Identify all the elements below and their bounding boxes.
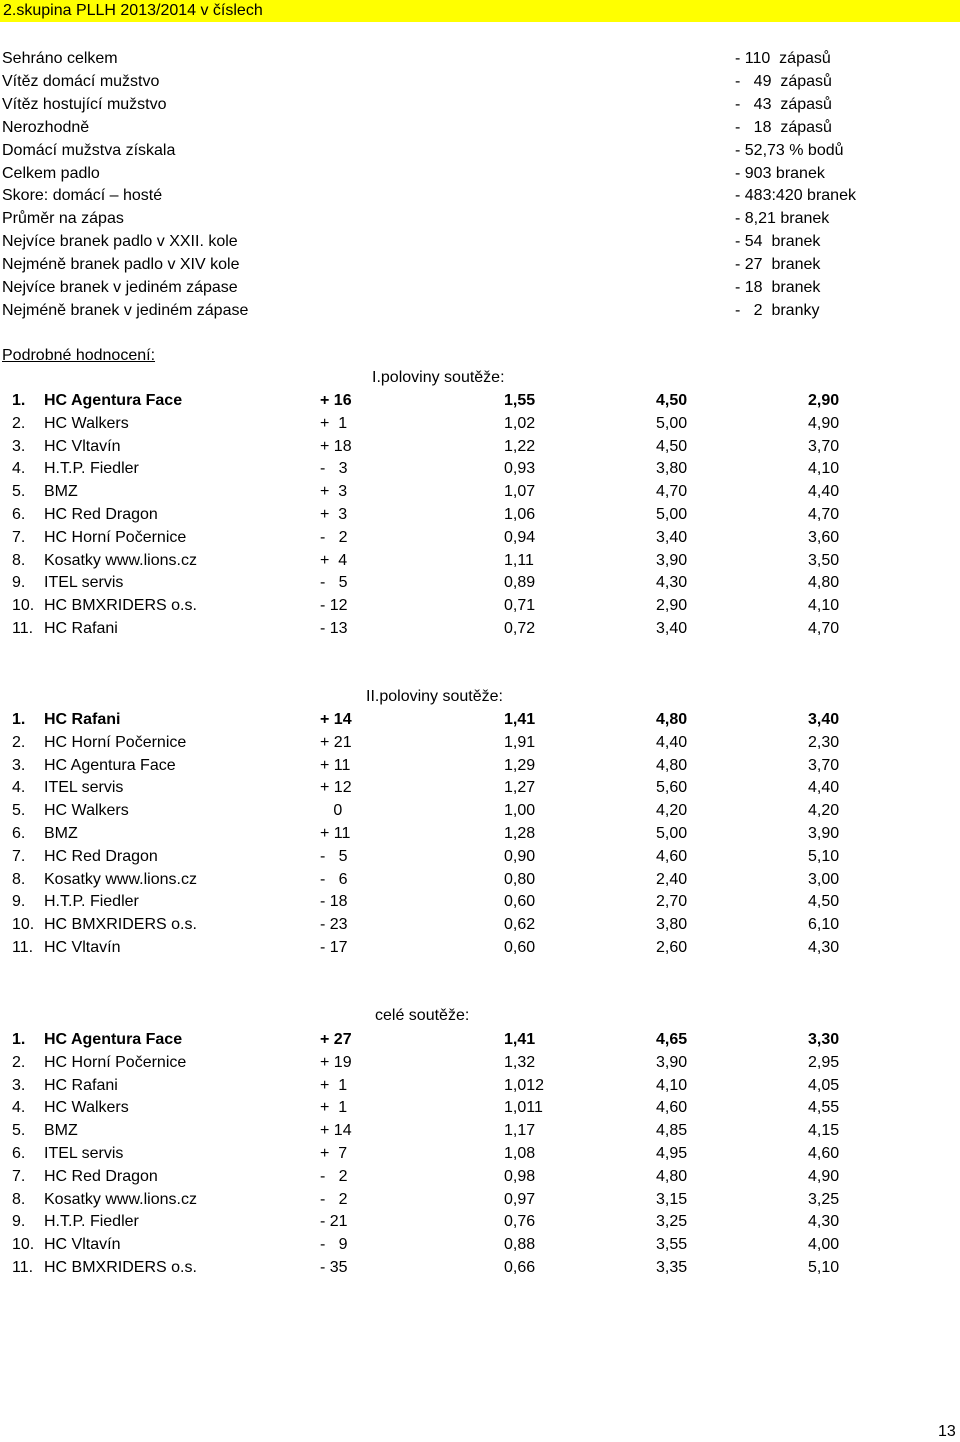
table-row (0, 1166, 960, 1188)
table-row (0, 914, 960, 936)
cell-team: HC Rafani (44, 711, 121, 728)
cell-team: HC Agentura Face (44, 392, 183, 409)
cell-team: H.T.P. Fiedler (44, 893, 139, 911)
cell-rank: 9. (12, 1213, 26, 1231)
cell-c2: 3,15 (656, 1190, 688, 1208)
cell-c1: 0,97 (504, 1190, 536, 1208)
cell-c1: 1,11 (504, 551, 534, 569)
cell-diff: + 14 (320, 711, 352, 728)
cell-c1: 0,66 (504, 1259, 536, 1276)
table-row (0, 527, 960, 549)
cell-c2: 3,25 (656, 1213, 688, 1231)
cell-rank: 3. (12, 1076, 26, 1094)
cell-team: ITEL servis (44, 779, 124, 797)
cell-c2: 3,55 (656, 1236, 688, 1254)
cell-diff: + 18 (320, 437, 352, 455)
cell-diff: - 3 (320, 460, 348, 478)
cell-rank: 8. (12, 551, 26, 569)
cell-c3: 4,50 (808, 893, 840, 911)
cell-diff: + 1 (320, 1076, 348, 1094)
cell-c3: 4,00 (808, 1236, 840, 1254)
cell-team: HC Horní Počernice (44, 1053, 187, 1071)
cell-rank: 11. (12, 1259, 34, 1276)
cell-c2: 4,80 (656, 756, 688, 774)
cell-diff: - 5 (320, 847, 348, 865)
cell-c3: 3,30 (808, 1031, 840, 1048)
cell-c1: 1,41 (504, 1031, 536, 1048)
cell-c2: 5,60 (656, 779, 688, 797)
cell-rank: 6. (12, 506, 26, 523)
cell-team: HC Vltavín (44, 1236, 121, 1254)
cell-c1: 1,06 (504, 506, 536, 523)
table-row (0, 436, 960, 458)
stat-value: - 43 zápasů (735, 95, 832, 113)
stat-value: - 110 zápasů (735, 50, 831, 67)
table-heading: celé soutěže: (375, 1007, 470, 1024)
cell-diff: + 11 (320, 756, 351, 774)
table-row (0, 800, 960, 822)
cell-team: HC Walkers (44, 414, 129, 432)
cell-c2: 3,40 (656, 528, 688, 546)
stat-label: Celkem padlo (2, 164, 100, 182)
cell-diff: + 11 (320, 825, 351, 842)
cell-c3: 3,00 (808, 870, 840, 888)
table-row (0, 891, 960, 913)
cell-c2: 4,60 (656, 847, 688, 865)
cell-diff: + 7 (320, 1145, 348, 1162)
cell-c3: 4,90 (808, 1167, 840, 1185)
table-row (0, 777, 960, 799)
cell-c1: 0,62 (504, 916, 536, 934)
cell-c3: 4,10 (808, 597, 840, 615)
cell-c3: 4,40 (808, 483, 840, 501)
cell-rank: 6. (12, 1145, 26, 1162)
stat-row (0, 117, 960, 139)
cell-diff: - 21 (320, 1213, 348, 1231)
cell-c3: 4,40 (808, 779, 840, 797)
table-heading: II.poloviny soutěže: (366, 688, 503, 705)
table-row (0, 1234, 960, 1256)
stat-label: Nerozhodně (2, 118, 90, 136)
cell-c3: 4,30 (808, 939, 840, 956)
cell-c3: 3,40 (808, 711, 840, 728)
cell-c3: 4,05 (808, 1076, 840, 1094)
cell-c3: 4,70 (808, 506, 840, 523)
cell-c1: 1,00 (504, 802, 536, 820)
cell-team: HC Vltavín (44, 437, 121, 455)
cell-diff: + 12 (320, 779, 352, 797)
table-row (0, 1075, 960, 1097)
cell-diff: + 4 (320, 551, 348, 569)
cell-c2: 4,10 (656, 1076, 688, 1094)
cell-diff: - 2 (320, 528, 348, 546)
cell-diff: - 2 (320, 1167, 348, 1185)
cell-c1: 0,60 (504, 939, 536, 956)
stat-row (0, 163, 960, 185)
cell-rank: 10. (12, 597, 35, 615)
cell-diff: 0 (320, 802, 343, 820)
cell-c2: 4,50 (656, 392, 688, 409)
cell-c3: 4,80 (808, 574, 840, 592)
cell-c2: 4,70 (656, 483, 688, 501)
cell-rank: 8. (12, 870, 26, 888)
cell-team: HC Red Dragon (44, 847, 158, 865)
cell-rank: 1. (12, 392, 26, 409)
stat-value: - 18 branek (735, 279, 821, 296)
table-row (0, 458, 960, 480)
cell-c1: 1,27 (504, 779, 536, 797)
cell-c1: 1,07 (504, 483, 536, 501)
cell-c1: 1,32 (504, 1053, 536, 1071)
stat-label: Sehráno celkem (2, 50, 118, 67)
cell-rank: 2. (12, 1053, 26, 1071)
cell-c1: 1,012 (504, 1076, 545, 1094)
cell-team: Kosatky www.lions.cz (44, 870, 197, 888)
cell-diff: + 16 (320, 392, 352, 409)
cell-rank: 3. (12, 756, 26, 774)
cell-c3: 4,10 (808, 460, 840, 478)
cell-c1: 1,55 (504, 392, 536, 409)
cell-c3: 2,30 (808, 733, 840, 751)
stat-label: Vítěz hostující mužstvo (2, 95, 167, 113)
table-row (0, 1052, 960, 1074)
cell-diff: - 23 (320, 916, 348, 934)
cell-team: Kosatky www.lions.cz (44, 1190, 197, 1208)
cell-c2: 5,00 (656, 825, 688, 842)
stat-row (0, 71, 960, 93)
cell-c3: 4,60 (808, 1145, 840, 1162)
cell-rank: 10. (12, 1236, 35, 1254)
cell-c2: 4,20 (656, 802, 688, 820)
cell-c3: 3,90 (808, 825, 840, 842)
cell-c3: 4,30 (808, 1213, 840, 1231)
cell-team: ITEL servis (44, 1145, 124, 1162)
cell-c1: 0,76 (504, 1213, 536, 1231)
table-row (0, 481, 960, 503)
cell-team: HC Red Dragon (44, 1167, 158, 1185)
cell-rank: 10. (12, 916, 35, 934)
table-row (0, 709, 960, 731)
stat-label: Domácí mužstva získala (2, 141, 176, 159)
cell-team: HC Walkers (44, 802, 129, 820)
cell-c3: 3,50 (808, 551, 840, 569)
table-row (0, 618, 960, 640)
cell-rank: 1. (12, 1031, 26, 1048)
cell-rank: 7. (12, 1167, 26, 1185)
cell-diff: - 12 (320, 597, 348, 615)
cell-c3: 4,70 (808, 620, 840, 637)
cell-rank: 9. (12, 574, 26, 592)
cell-diff: + 1 (320, 414, 348, 432)
cell-c1: 1,22 (504, 437, 536, 455)
cell-c2: 4,80 (656, 711, 688, 728)
cell-c2: 4,85 (656, 1122, 688, 1140)
stat-row (0, 48, 960, 70)
stat-row (0, 300, 960, 322)
cell-rank: 8. (12, 1190, 26, 1208)
stat-row (0, 231, 960, 253)
table-row (0, 1211, 960, 1233)
table-row (0, 823, 960, 845)
stat-value: - 8,21 branek (735, 210, 830, 228)
cell-team: HC Horní Počernice (44, 528, 187, 546)
cell-c2: 4,65 (656, 1031, 688, 1048)
cell-c1: 0,60 (504, 893, 536, 911)
cell-team: H.T.P. Fiedler (44, 460, 139, 478)
stat-value: - 27 branek (735, 256, 821, 274)
cell-c3: 6,10 (808, 916, 840, 934)
cell-rank: 5. (12, 1122, 26, 1140)
cell-rank: 9. (12, 893, 26, 911)
cell-team: HC Red Dragon (44, 506, 158, 523)
cell-team: HC Agentura Face (44, 756, 176, 774)
stat-row (0, 277, 960, 299)
cell-c1: 0,88 (504, 1236, 536, 1254)
cell-c1: 1,29 (504, 756, 536, 774)
stat-row (0, 94, 960, 116)
cell-c1: 0,90 (504, 847, 536, 865)
cell-c2: 4,95 (656, 1145, 688, 1162)
table-row (0, 1189, 960, 1211)
table-row (0, 550, 960, 572)
table-row (0, 572, 960, 594)
cell-rank: 4. (12, 779, 26, 797)
page-number: 13 (938, 1423, 956, 1440)
table-row (0, 732, 960, 754)
cell-c3: 3,60 (808, 528, 840, 546)
cell-diff: + 3 (320, 483, 348, 501)
table-row (0, 1257, 960, 1279)
cell-c2: 2,60 (656, 939, 688, 956)
cell-team: HC Horní Počernice (44, 733, 187, 751)
cell-c3: 5,10 (808, 847, 840, 865)
cell-team: ITEL servis (44, 574, 124, 592)
stat-row (0, 140, 960, 162)
cell-team: HC Agentura Face (44, 1031, 183, 1048)
cell-c3: 2,90 (808, 392, 840, 409)
cell-c2: 5,00 (656, 414, 688, 432)
table-row (0, 869, 960, 891)
cell-c2: 3,90 (656, 1053, 688, 1071)
cell-team: BMZ (44, 483, 78, 501)
cell-c1: 0,98 (504, 1167, 536, 1185)
cell-diff: + 14 (320, 1122, 352, 1140)
cell-rank: 5. (12, 802, 26, 820)
stat-label: Vítěz domácí mužstvo (2, 72, 160, 90)
cell-diff: - 13 (320, 620, 348, 637)
cell-c2: 4,80 (656, 1167, 688, 1185)
table-row (0, 1120, 960, 1142)
cell-c1: 1,91 (504, 733, 536, 751)
cell-c2: 4,50 (656, 437, 688, 455)
table-heading: I.poloviny soutěže: (372, 369, 505, 386)
cell-team: HC BMXRIDERS o.s. (44, 597, 197, 615)
cell-team: H.T.P. Fiedler (44, 1213, 139, 1231)
stat-label: Nejméně branek v jediném zápase (2, 301, 249, 319)
cell-team: HC BMXRIDERS o.s. (44, 916, 197, 934)
cell-team: BMZ (44, 1122, 78, 1140)
cell-c2: 5,00 (656, 506, 688, 523)
cell-team: HC BMXRIDERS o.s. (44, 1259, 197, 1276)
cell-diff: - 17 (320, 939, 348, 956)
cell-c1: 0,89 (504, 574, 536, 592)
cell-c2: 3,90 (656, 551, 688, 569)
cell-c1: 0,93 (504, 460, 536, 478)
cell-diff: + 27 (320, 1031, 352, 1048)
cell-diff: - 5 (320, 574, 348, 592)
cell-c1: 1,41 (504, 711, 536, 728)
cell-rank: 11. (12, 620, 34, 637)
cell-c3: 3,70 (808, 437, 840, 455)
cell-team: HC Vltavín (44, 939, 121, 956)
cell-diff: - 6 (320, 870, 348, 888)
stat-value: - 903 branek (735, 164, 825, 182)
stat-value: - 49 zápasů (735, 72, 832, 90)
table-row (0, 1143, 960, 1165)
cell-rank: 2. (12, 733, 26, 751)
stat-label: Průměr na zápas (2, 210, 124, 228)
table-row (0, 504, 960, 526)
table-row (0, 595, 960, 617)
cell-c1: 1,02 (504, 414, 536, 432)
cell-c2: 2,70 (656, 893, 688, 911)
cell-diff: - 9 (320, 1236, 348, 1254)
cell-c2: 4,30 (656, 574, 688, 592)
cell-c2: 3,35 (656, 1259, 688, 1276)
cell-c3: 2,95 (808, 1053, 840, 1071)
stat-row (0, 185, 960, 207)
cell-c2: 3,80 (656, 460, 688, 478)
cell-rank: 7. (12, 528, 26, 546)
cell-c3: 4,15 (808, 1122, 840, 1140)
cell-rank: 7. (12, 847, 26, 865)
cell-diff: - 18 (320, 893, 348, 911)
cell-c2: 3,40 (656, 620, 688, 637)
page-title: 2.skupina PLLH 2013/2014 v číslech (3, 2, 263, 19)
cell-c1: 0,72 (504, 620, 536, 637)
table-row (0, 937, 960, 959)
cell-c1: 1,011 (504, 1099, 543, 1117)
cell-rank: 1. (12, 711, 26, 728)
stat-value: - 2 branky (735, 301, 820, 319)
stat-value: - 52,73 % bodů (735, 141, 844, 159)
stat-value: - 483:420 branek (735, 187, 856, 205)
cell-c1: 1,17 (504, 1122, 536, 1140)
cell-diff: + 21 (320, 733, 352, 751)
cell-c3: 4,20 (808, 802, 840, 820)
cell-rank: 4. (12, 1099, 26, 1117)
cell-rank: 5. (12, 483, 26, 501)
cell-rank: 11. (12, 939, 34, 956)
stat-row (0, 254, 960, 276)
cell-team: BMZ (44, 825, 78, 842)
stat-row (0, 208, 960, 230)
cell-c2: 4,40 (656, 733, 688, 751)
title-highlight (0, 0, 960, 22)
stat-value: - 54 branek (735, 233, 821, 251)
cell-c1: 0,71 (504, 597, 536, 615)
stat-label: Nejvíce branek padlo v XXII. kole (2, 233, 238, 251)
stat-value: - 18 zápasů (735, 118, 832, 136)
cell-team: HC Rafani (44, 620, 118, 637)
cell-diff: - 2 (320, 1190, 348, 1208)
cell-c3: 4,90 (808, 414, 840, 432)
stat-label: Nejméně branek padlo v XIV kole (2, 256, 240, 274)
cell-c1: 1,28 (504, 825, 536, 842)
table-row (0, 413, 960, 435)
cell-diff: + 3 (320, 506, 348, 523)
cell-c3: 3,70 (808, 756, 840, 774)
cell-diff: + 1 (320, 1099, 348, 1117)
cell-c3: 3,25 (808, 1190, 840, 1208)
cell-c1: 0,94 (504, 528, 536, 546)
cell-c3: 5,10 (808, 1259, 840, 1276)
table-row (0, 1029, 960, 1051)
cell-rank: 2. (12, 414, 26, 432)
cell-c2: 3,80 (656, 916, 688, 934)
cell-c2: 2,90 (656, 597, 688, 615)
stat-label: Skore: domácí – hosté (2, 187, 163, 205)
cell-c2: 4,60 (656, 1099, 688, 1117)
stat-label: Nejvíce branek v jediném zápase (2, 279, 238, 296)
table-row (0, 390, 960, 412)
cell-team: Kosatky www.lions.cz (44, 551, 197, 569)
cell-c3: 4,55 (808, 1099, 840, 1117)
cell-diff: - 35 (320, 1259, 348, 1276)
cell-team: HC Rafani (44, 1076, 118, 1094)
cell-rank: 3. (12, 437, 26, 455)
cell-c2: 2,40 (656, 870, 688, 888)
cell-c1: 1,08 (504, 1145, 536, 1162)
cell-diff: + 19 (320, 1053, 352, 1071)
table-row (0, 846, 960, 868)
cell-rank: 4. (12, 460, 26, 478)
cell-c1: 0,80 (504, 870, 536, 888)
detail-heading: Podrobné hodnocení: (2, 347, 156, 364)
table-row (0, 1097, 960, 1119)
table-row (0, 755, 960, 777)
cell-rank: 6. (12, 825, 26, 842)
cell-team: HC Walkers (44, 1099, 129, 1117)
